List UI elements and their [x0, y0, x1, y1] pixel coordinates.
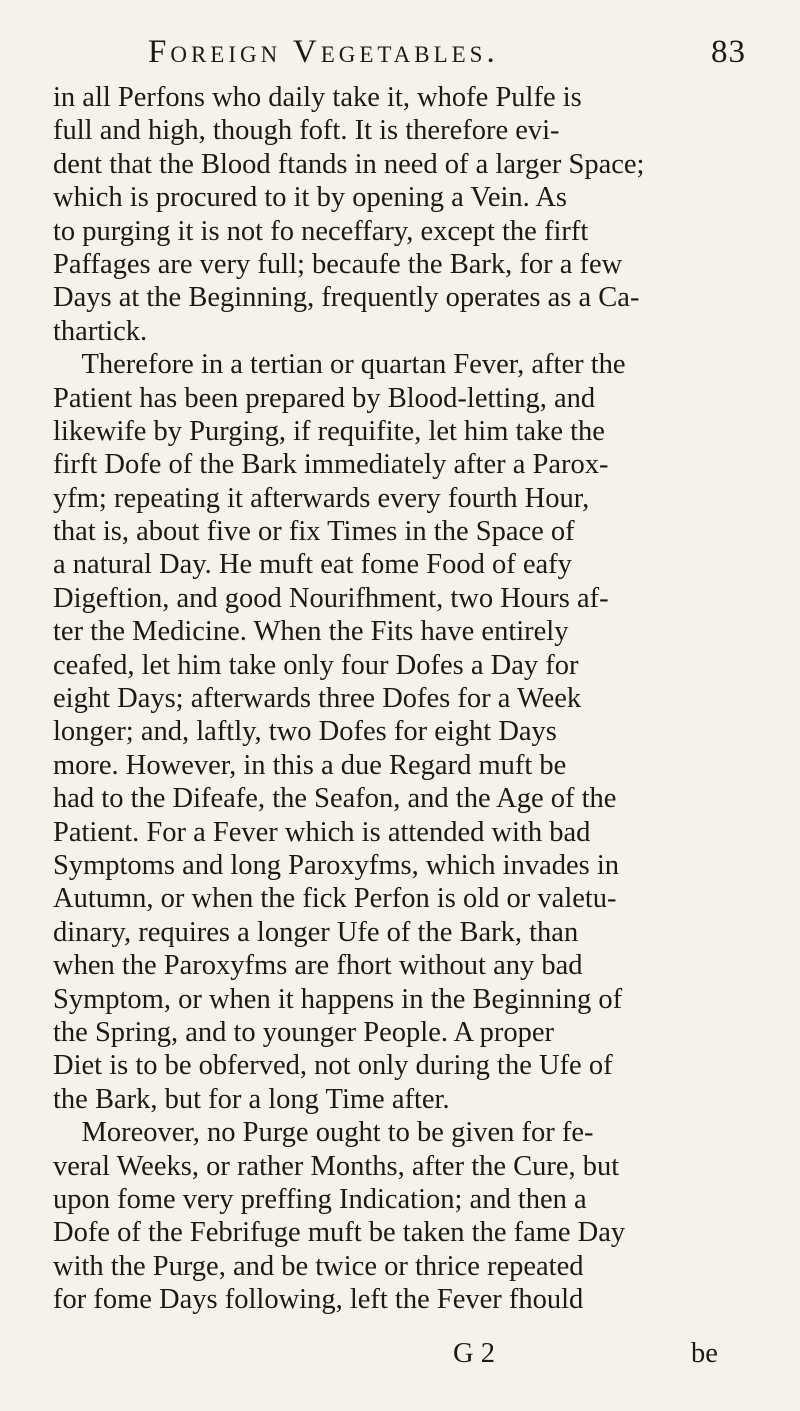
text-line: Digeftion, and good Nourifhment, two Hours af-: [53, 582, 609, 614]
text-line: veral Weeks, or rather Months, after the Cure, but: [53, 1150, 620, 1182]
text-line: in all Perfons who daily take it, whofe Pulfe is: [53, 82, 582, 113]
text-line: Autumn, or when the fick Perfon is old or valetu-: [53, 883, 617, 915]
text-line: Symptoms and long Paroxyfms, which invades in: [53, 849, 620, 881]
page-number: 83: [711, 34, 746, 70]
text-line: the Bark, but for a long Time after.: [53, 1083, 450, 1115]
text-line: Patient. For a Fever which is attended with bad: [53, 816, 591, 848]
text-line: dent that the Blood ftands in need of a larger Space;: [53, 148, 645, 180]
text-line: which is procured to it by opening a Vein. As: [53, 182, 567, 214]
text-line: the Spring, and to younger People. A proper: [53, 1016, 555, 1048]
text-line: Patient has been prepared by Blood-letting, and: [53, 382, 596, 414]
text-line: to purging it is not fo neceffary, except the firft: [53, 215, 589, 247]
text-line: Dofe of the Febrifuge muft be taken the fame Day: [53, 1217, 626, 1249]
text-line: when the Paroxyfms are fhort without any bad: [53, 950, 583, 982]
text-line: likewife by Purging, if requifite, let him take the: [53, 415, 605, 447]
text-line: Diet is to be obferved, not only during the Ufe of: [53, 1050, 613, 1082]
text-line: ter the Medicine. When the Fits have entirely: [53, 616, 569, 648]
text-line: for fome Days following, left the Fever fhould: [53, 1284, 584, 1316]
catchword: be: [691, 1338, 718, 1369]
text-line: that is, about five or fix Times in the Space of: [53, 516, 575, 548]
text-line: a natural Day. He muft eat fome Food of eafy: [53, 549, 572, 581]
signature-mark: G 2: [453, 1338, 495, 1369]
text-line: Symptom, or when it happens in the Beginning of: [53, 983, 623, 1015]
text-line: Paffages are very full; becaufe the Bark, for a few: [53, 248, 623, 280]
text-line: yfm; repeating it afterwards every fourth Hour,: [53, 482, 590, 514]
running-title: Foreign Vegetables.: [148, 34, 499, 70]
text-line: eight Days; afterwards three Dofes for a Week: [53, 683, 582, 715]
text-line: Days at the Beginning, frequently operates as a Ca-: [53, 282, 640, 314]
text-line: with the Purge, and be twice or thrice repeated: [53, 1250, 584, 1282]
text-line: Moreover, no Purge ought to be given for fe-: [53, 1117, 594, 1149]
body-text: [53, 81, 773, 1316]
text-line: dinary, requires a longer Ufe of the Bark, than: [53, 916, 579, 948]
text-line: longer; and, laftly, two Dofes for eight Days: [53, 716, 557, 748]
text-line: had to the Difeafe, the Seafon, and the Age of the: [53, 783, 617, 815]
text-line: full and high, though foft. It is therefore evi-: [53, 115, 560, 147]
text-line: Therefore in a tertian or quartan Fever, after the: [53, 349, 626, 381]
text-line: ceafed, let him take only four Dofes a Day for: [53, 649, 579, 681]
text-line: thartick.: [53, 315, 148, 347]
text-line: more. However, in this a due Regard muft be: [53, 749, 567, 781]
catch-line: [53, 1337, 773, 1371]
running-head: [148, 34, 748, 84]
text-line: upon fome very preffing Indication; and then a: [53, 1183, 587, 1215]
text-line: firft Dofe of the Bark immediately after a Parox-: [53, 449, 609, 481]
